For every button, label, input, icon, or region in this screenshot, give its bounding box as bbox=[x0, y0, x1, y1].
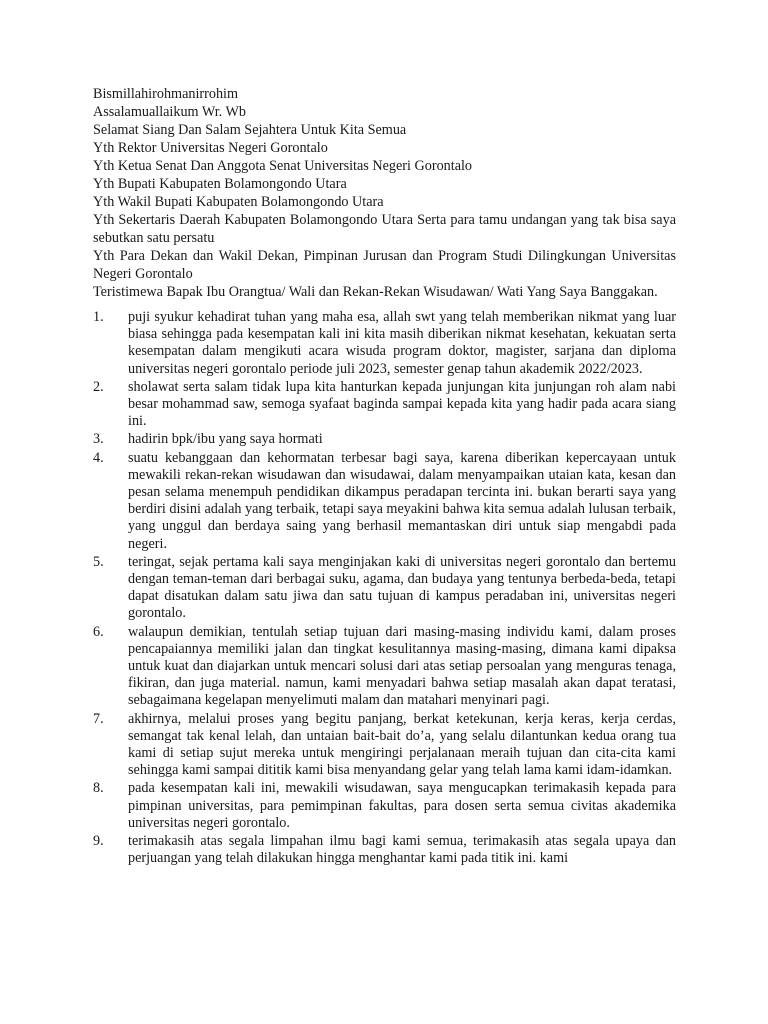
greeting-line: Assalamuallaikum Wr. Wb bbox=[93, 104, 246, 120]
list-item bbox=[93, 450, 676, 553]
list-item-text: teringat, sejak pertama kali saya menginjakan kaki di universitas negeri gorontalo dan bertemu dengan teman-teman dari berbagai suku, agama, dan budaya yang tentunya berbeda-beda, tetapi dapat disatukan dalam satu jiwa dan satu tujuan di kampus peradaban ini, universitas negeri gorontalo. bbox=[128, 553, 676, 622]
list-item-text: akhirnya, melalui proses yang begitu panjang, berkat ketekunan, kerja keras, kerja cerdas, semangat tak kenal lelah, dan untaian bait-bait do’a, yang selalu dilantunkan kedua orang tua kami di setiap sujut mereka untuk mengiringi perjalanaan meraih tujuan dan cita-cita kami sehingga kami sampai dititik kami bisa menyandang gelar yang telah lama kami idam-idamkan. bbox=[128, 710, 676, 779]
list-item-number: 1. bbox=[93, 309, 104, 325]
list-item-number: 6. bbox=[93, 623, 104, 640]
greeting-line: Yth Wakil Bupati Kabupaten Bolamongondo Utara bbox=[93, 194, 384, 210]
list-item-text: terimakasih atas segala limpahan ilmu bagi kami semua, terimakasih atas segala upaya dan perjuangan yang telah dilakukan hingga menghantar kami pada titik ini. kami bbox=[128, 833, 676, 867]
list-item-text: suatu kebanggaan dan kehormatan terbesar bagi saya, karena diberikan kepercayaan untuk mewakili rekan-rekan wisudawan dan wisudawai, dalam menyampaikan utaian kata, kesan dan pesan selama menempuh pendidikan dikampus peradapan tercinta ini. bukan berarti saya yang berdiri disini adalah yang terbaik, tetapi saya meyakini bahwa kita semua adalah lulusan terbaik, yang unggul dan berdaya saing yang berhasil memantaskan diri untuk siap mengabdi pada negeri. bbox=[128, 449, 676, 552]
list-item-text: sholawat serta salam tidak lupa kita hanturkan kepada junjungan kita junjungan roh alam nabi besar mohammad saw, semoga syafaat baginda sampai kepada kita yang hadir pada acara siang ini. bbox=[128, 378, 676, 430]
greeting-line: Yth Rektor Universitas Negeri Gorontalo bbox=[93, 140, 328, 156]
list-item-text: walaupun demikian, tentulah setiap tujuan dari masing-masing individu kami, dalam proses pencapaiannya memiliki jalan dan tingkat kesulitannya masing-masing, dimana kami dipaksa untuk kuat dan diajarkan untuk mencari solusi dari atas setiap persoalan yang menguras tenaga, fikiran, dan juga material. namun, kami menyadari bahwa setiap masalah akan dapat teratasi, sebagaimana kegelapan menyelimuti malam dan matahari menyinari pagi. bbox=[128, 623, 676, 709]
list-item bbox=[93, 711, 676, 780]
opening-greetings bbox=[93, 85, 676, 301]
greeting-line: Selamat Siang Dan Salam Sejahtera Untuk Kita Semua bbox=[93, 122, 407, 138]
list-item-number: 8. bbox=[93, 780, 104, 797]
list-item bbox=[93, 379, 676, 431]
list-item-number: 4. bbox=[93, 449, 104, 466]
list-item-number: 5. bbox=[93, 553, 104, 570]
greeting-line: Bismillahirohmanirrohim bbox=[93, 86, 239, 102]
list-item bbox=[93, 309, 676, 378]
list-item bbox=[93, 833, 676, 867]
speech-document bbox=[93, 85, 676, 869]
speech-points-list bbox=[93, 309, 676, 868]
list-item bbox=[93, 554, 676, 623]
list-item-text: pada kesempatan kali ini, mewakili wisudawan, saya mengucapkan terimakasih kepada para pimpinan universitas, para pemimpinan fakultas, para dosen serta semua civitas akademika universitas negeri gorontalo. bbox=[128, 780, 676, 831]
greeting-line: Yth Ketua Senat Dan Anggota Senat Universitas Negeri Gorontalo bbox=[93, 158, 473, 174]
list-item-text: hadirin bpk/ibu yang saya hormati bbox=[128, 431, 323, 448]
greeting-line: Yth Para Dekan dan Wakil Dekan, Pimpinan Jurusan dan Program Studi Dilingkungan Universitas Negeri Gorontalo bbox=[93, 248, 676, 282]
list-item-number: 7. bbox=[93, 710, 104, 727]
list-item-number: 3. bbox=[93, 431, 104, 448]
greeting-line: Yth Sekertaris Daerah Kabupaten Bolamongondo Utara Serta para tamu undangan yang tak bisa saya sebutkan satu persatu bbox=[93, 212, 676, 246]
list-item bbox=[93, 431, 676, 448]
list-item bbox=[93, 624, 676, 710]
list-item-number: 2. bbox=[93, 378, 104, 395]
greeting-line: Yth Bupati Kabupaten Bolamongondo Utara bbox=[93, 176, 347, 192]
list-item-number: 9. bbox=[93, 833, 104, 850]
list-item bbox=[93, 780, 676, 832]
list-item-text: puji syukur kehadirat tuhan yang maha esa, allah swt yang telah memberikan nikmat yang luar biasa sehingga pada kesempatan kali ini kita masih diberikan nikmat kesehatan, kekuatan serta kesempatan dalam mengikuti acara wisuda program doktor, magister, sarjana dan diploma universitas negeri gorontalo periode juli 2023, semester genap tahun akademik 2022/2023. bbox=[128, 309, 676, 377]
greeting-line: Teristimewa Bapak Ibu Orangtua/ Wali dan Rekan-Rekan Wisudawan/ Wati Yang Saya Banggakan. bbox=[93, 284, 658, 300]
